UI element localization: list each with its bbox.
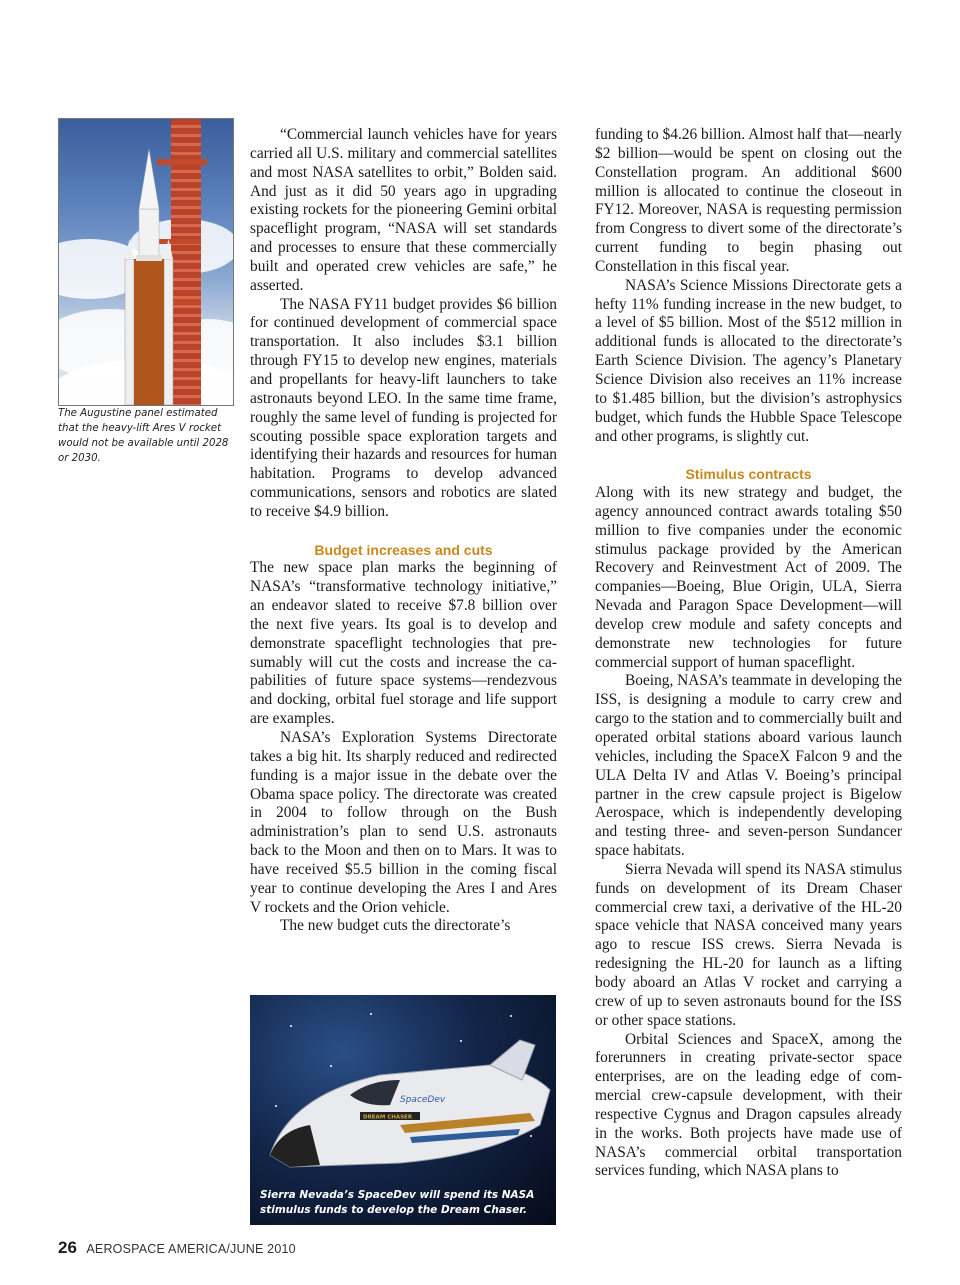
spacer — [595, 446, 902, 465]
section-heading: Budget increases and cuts — [314, 541, 493, 558]
star — [290, 1025, 292, 1027]
paragraph: NASA’s Exploration Systems Directorate takes a big hit. Its sharply reduced and redirected funding is a major issue in the debate over the Obama space policy. The directorate was created in 2004 to follow through on the Bush administration’s plan to send U.S. astronauts back to the Moon and then on to Mars. It was to have received $5.5 billion in the coming fiscal year to continue developing the Ares I and Ares V rockets and the Orion vehicle. — [250, 729, 557, 916]
paragraph: Orbital Sciences and SpaceX, among the forerunners in creating private-sector space enterprises, are on the leading edge of commercial crew-capsule development, with their respective Cygnus and Dragon capsules already in the works. Both projects have made use of NASA’s commercial orbital transportation services funding, which NASA plans to — [595, 1030, 902, 1180]
paragraph: The NASA FY11 budget provides $6 billion for continued development of commercial space transportation. It also includes $3.1 billion through FY15 to develop new engines, materials and propellants for heavy-lift launchers to take astronauts beyond LEO. In the same time frame, roughly the same level of funding is projected for scouting possible space exploration targets and identifying their hazards and resources for human habitation. Programs to develop advanced communications, sensors and robotics are slated to receive $4.9 billion. — [250, 295, 557, 520]
dream-chaser-photo — [250, 995, 556, 1225]
spacecraft-brand-label: SpaceDev — [400, 1095, 446, 1105]
article-column-right — [595, 126, 902, 1181]
paragraph: The new space plan marks the beginning of NASA’s “transformative technology initiative,” an endeavor slated to receive $7.8 billion over the next five years. Its goal is to develop and demonstrate spaceflight technologies that presumably will cut the costs and increase the capabilities of future space systems—rendezvous and docking, orbital fuel storage and life support are examples. — [250, 559, 557, 728]
page-footer — [58, 1238, 296, 1258]
dream-chaser-photo-caption: Sierra Nevada’s SpaceDev will spend its NASA stimulus funds to develop the Dream Chaser. — [260, 1189, 535, 1216]
paragraph: Along with its new strategy and budget, the agency announced contract awards totaling $50 million to five companies under the economic stimulus package provided by the American Recovery and Reinvestment Act of 2009. The companies—Boeing, Blue Origin, ULA, Sierra Nevada and Paragon Space Development—will develop crew module and safety concepts and demonstrate new technologies for future commercial support of human spaceflight. — [595, 484, 902, 671]
paragraph: NASA’s Science Missions Directorate gets a hefty 11% funding increase in the new budget, to a level of $5 billion. Most of the $512 million in additional funds is allocated to the directorate’s Earth Science Division. The agency’s Planetary Science Division also receives an 11% increase to $1.485 billion, but the division’s astrophysics budget, which funds the Hubble Space Telescope and other programs, is slightly cut. — [595, 276, 902, 445]
paragraph: funding to $4.26 billion. Almost half that—nearly $2 billion—would be spent on closing out the Constellation program. An additional $600 million is allocated to continue the closeout in FY12. Moreover, NASA is requesting permission from Congress to divert some of the directorate’s current funding to begin phasing out Constellation in this fiscal year. — [595, 126, 902, 275]
section-heading: Stimulus contracts — [685, 466, 812, 483]
page-number: 26 — [58, 1238, 77, 1257]
rocket-photo-caption: The Augustine panel estimated that the heavy-lift Ares V rocket would not be available until 2028 or 2030. — [58, 408, 229, 464]
star — [370, 1013, 372, 1015]
paragraph: Boeing, NASA’s teammate in developing the ISS, is designing a module to carry crew and cargo to the station and to commercially built and operated orbital stations aboard various launch vehicles, including the SpaceX Falcon 9 and the ULA Delta IV and Atlas V. Boeing’s principal partner in the crew capsule project is Bigelow Aerospace, which is independently developing and testing three- and seven-person Sundancer space habitats. — [595, 672, 902, 860]
star — [510, 1015, 512, 1017]
paragraph: The new budget cuts the directorate’s — [280, 917, 511, 935]
spacecraft-name-label: DREAM CHASER — [363, 1114, 413, 1121]
rocket-illustration — [119, 139, 179, 405]
article-column-middle — [250, 126, 557, 936]
ares-v-rocket-photo — [58, 118, 234, 406]
spacer — [250, 522, 557, 541]
journal-issue-label: AEROSPACE AMERICA/JUNE 2010 — [86, 1242, 296, 1256]
paragraph: “Commercial launch vehicles have for years carried all U.S. military and commercial satellites and most NASA satellites to orbit,” Bolden said. And just as it did 50 years ago in upgrading existing rockets for the pioneering Gemini orbital spaceflight program, “NASA will set standards and processes to ensure that these commercially built and operated crew vehicles are safe,” he asserted. — [250, 126, 557, 294]
paragraph: Sierra Nevada will spend its NASA stimulus funds on development of its Dream Chaser commercial crew taxi, a derivative of the HL-20 space vehicle that NASA conceived many years ago to rescue ISS crews. Sierra Nevada is redesigning the HL-20 for launch as a lifting body aboard an Atlas V rocket and carrying a crew of up to seven astronauts bound for the ISS or other space stations. — [595, 860, 902, 1029]
dream-chaser-spaceplane — [250, 1035, 556, 1185]
